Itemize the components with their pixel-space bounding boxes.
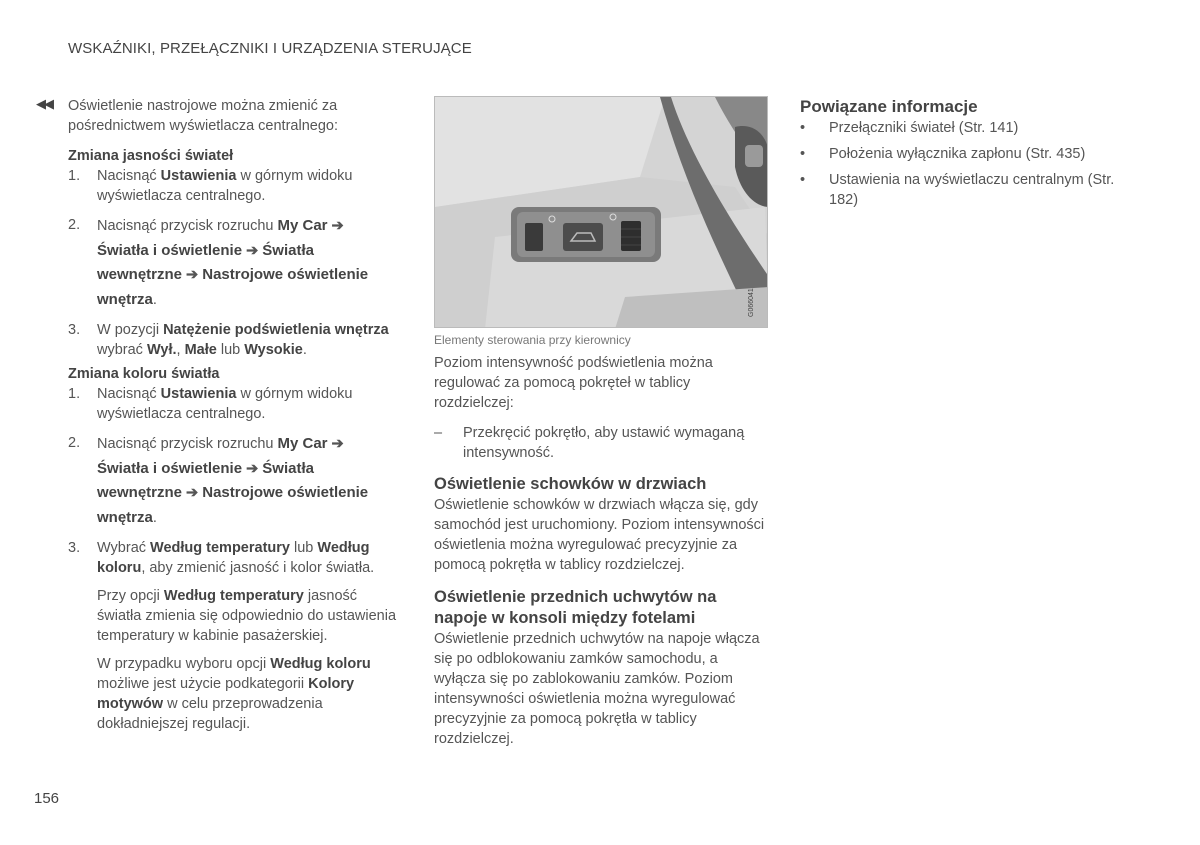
menu-term: Ustawienia <box>160 168 237 184</box>
step-text: lub <box>289 540 318 556</box>
step-number: 3. <box>68 540 81 556</box>
step-text: Nacisnąć <box>97 168 161 184</box>
intro-text: Oświetlenie nastrojowe można zmienić za pośrednictwem wyświetlacza centralnego: <box>68 98 338 134</box>
column-3 <box>800 96 1130 210</box>
menu-term: Małe <box>184 342 217 358</box>
step-1 <box>68 166 398 206</box>
step-text: Nacisnąć <box>97 386 161 402</box>
para-text: w celu przeprowadzenia dokładniejszej regulacji. <box>97 696 323 732</box>
step-number: 2. <box>68 435 81 451</box>
step-text: , <box>176 342 185 358</box>
menu-term: Według koloru <box>97 540 370 576</box>
step-text: lub <box>216 342 245 358</box>
steering-wheel-controls-drawing <box>435 97 768 328</box>
related-link-text[interactable]: Położenia wyłącznika zapłonu (Str. 435) <box>829 146 1086 162</box>
para-text: Przy opcji <box>97 588 164 604</box>
arrow-right-icon: ➔ <box>327 218 344 234</box>
step-number: 1. <box>68 386 81 402</box>
related-links-list <box>800 118 1130 210</box>
dashboard-controls-illustration <box>434 96 768 328</box>
step-3 <box>68 320 398 360</box>
step-3 <box>68 538 398 578</box>
bullet-icon: • <box>800 120 806 136</box>
heading-cupholder-lighting: Oświetlenie przednich uchwytów na napoje w konsoli między fotelami <box>434 588 717 627</box>
paragraph-cupholder-lighting: Oświetlenie przednich uchwytów na napoje włącza się po odblokowaniu zamków samochodu, a wyłącza się po zablokowaniu zamków. Poziom intensywności oświetlenia można wyregulować precyzyjnie za pomocą pokrętła w tablicy rozdzielczej. <box>434 631 760 747</box>
para-text: W przypadku wyboru opcji <box>97 656 271 672</box>
arrow-right-icon: ➔ <box>182 267 203 283</box>
step-1 <box>68 384 398 424</box>
menu-term: Nastrojowe oświetlenie wnętrza <box>97 266 369 308</box>
step-2 <box>68 214 398 312</box>
step-text: , aby zmienić jasność i kolor światła. <box>141 560 375 576</box>
related-link-text[interactable]: Ustawienia na wyświetlaczu centralnym (Str. 182) <box>829 172 1115 208</box>
paragraph-color <box>68 654 398 734</box>
menu-term: Światła i oświetlenie <box>97 241 243 259</box>
step-number: 3. <box>68 322 81 338</box>
menu-term: Według koloru <box>270 656 371 672</box>
step-number: 1. <box>68 168 81 184</box>
menu-term: Według temperatury <box>163 588 304 604</box>
heading-door-lighting: Oświetlenie schowków w drzwiach <box>434 475 707 493</box>
menu-term: Kolory motywów <box>97 676 355 712</box>
menu-term: Natężenie podświetlenia wnętrza <box>163 322 389 338</box>
step-text: wybrać <box>97 342 147 358</box>
paragraph-intensity: Poziom intensywność podświetlenia można regulować za pomocą pokręteł w tablicy rozdzielczej: <box>434 355 713 411</box>
related-link-text[interactable]: Przełączniki świateł (Str. 141) <box>829 120 1019 136</box>
related-link[interactable] <box>800 118 1130 138</box>
step-text: w górnym widoku wyświetlacza centralnego. <box>97 168 353 204</box>
menu-term: My Car <box>277 435 328 452</box>
section-title-color: Zmiana koloru światła <box>68 366 220 382</box>
arrow-right-icon: ➔ <box>327 436 344 452</box>
para-text: możliwe jest użycie podkategorii <box>97 676 309 692</box>
step-text: Nacisnąć przycisk rozruchu <box>97 218 278 234</box>
dash-marker: – <box>434 425 443 441</box>
step-text: w górnym widoku wyświetlacza centralnego. <box>97 386 353 422</box>
column-2 <box>434 96 768 749</box>
section-title-brightness: Zmiana jasności świateł <box>68 148 234 164</box>
page-number: 156 <box>34 790 60 807</box>
related-link[interactable] <box>800 170 1130 210</box>
menu-term: Światła wewnętrzne <box>97 241 314 283</box>
menu-term: Nastrojowe oświetlenie wnętrza <box>97 484 369 526</box>
menu-term: Ustawienia <box>160 386 237 402</box>
step-2 <box>68 432 398 530</box>
menu-term: Wysokie <box>244 342 303 358</box>
step-text: Nacisnąć przycisk rozruchu <box>97 436 278 452</box>
image-code: G066041 <box>748 288 755 317</box>
paragraph-door-lighting: Oświetlenie schowków w drzwiach włącza się, gdy samochód jest uruchomiony. Poziom intensywności oświetlenia można wyregulować precyzyjnie za pomocą pokrętła w tablicy rozdzielczej. <box>434 497 765 573</box>
menu-term: Światła wewnętrzne <box>97 459 314 501</box>
step-text: Wybrać <box>97 540 151 556</box>
arrow-right-icon: ➔ <box>242 242 263 259</box>
figure-caption: Elementy sterowania przy kierownicy <box>434 333 631 347</box>
step-text: . <box>302 342 307 358</box>
arrow-right-icon: ➔ <box>242 460 263 477</box>
step-text: W pozycji <box>97 322 164 338</box>
step-number: 2. <box>68 217 81 233</box>
dash-text: Przekręcić pokrętło, aby ustawić wymaganą intensywność. <box>463 425 745 461</box>
menu-term: Światła i oświetlenie <box>97 459 243 477</box>
step-text: . <box>152 509 157 526</box>
para-text: jasność światła zmienia się odpowiednio do ustawienia temperatury w kabinie pasażerskiej. <box>97 588 397 644</box>
arrow-right-icon: ➔ <box>182 485 203 501</box>
step-text: . <box>152 291 157 308</box>
menu-term: Wył. <box>146 342 177 358</box>
bullet-icon: • <box>800 172 806 188</box>
paragraph-temperature <box>68 586 398 646</box>
menu-term: Według temperatury <box>150 540 290 556</box>
continuation-marker: ◀◀ <box>36 96 52 111</box>
related-link[interactable] <box>800 144 1130 164</box>
column-1 <box>68 96 398 734</box>
related-info-title: Powiązane informacje <box>800 97 978 116</box>
page-header: WSKAŹNIKI, PRZEŁĄCZNIKI I URZĄDZENIA STERUJĄCE <box>68 40 472 57</box>
bullet-icon: • <box>800 146 806 162</box>
dash-item <box>434 423 768 463</box>
menu-term: My Car <box>277 217 328 234</box>
